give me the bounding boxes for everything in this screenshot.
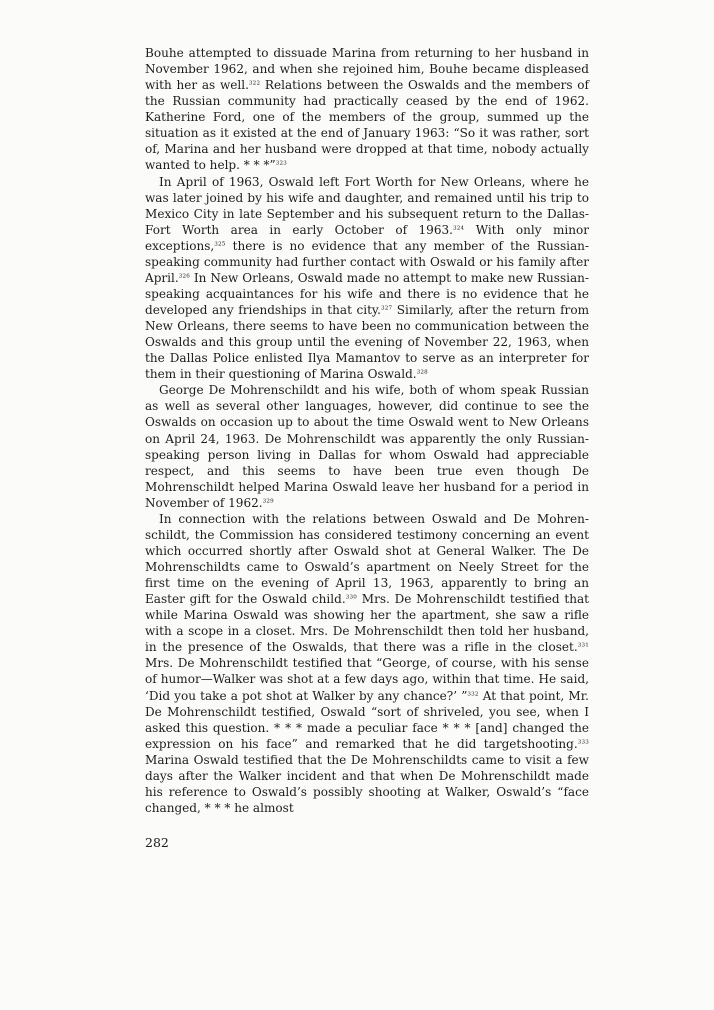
footnote-marker: 333 [577,739,589,746]
text-run: George De Mohrenschildt and his wife, both of whom speak Russian as well as several other languages, however, did continue to see the Oswalds on occasion up to about the time Oswald went to New Orleans on April 24, 1963. De Mohrenschildt was apparently the only Russian-speaking person living in Dallas for whom Oswald had appreciable respect, and this seems to have been true even though De Mohrenschildt helped Marina Oswald leave her husband for a period in November of 1962. [145,383,589,510]
footnote-marker: 331 [577,642,589,649]
footnote-marker: 328 [416,369,428,376]
text-run: there is no evidence that any member of the Russian-speaking community had further contact with Oswald or his family after April. [145,238,589,285]
footnote-marker: 325 [214,241,226,248]
text-run: Similarly, after the return from New Orleans, there seems to have been no communication between the Oswalds and this group until the evening of November 22, 1963, when the Dallas Police enlisted Ilya Mamantov to serve as an interpreter for them in their questioning of Marina Oswald. [145,303,589,382]
text-run: Relations between the Oswalds and the members of the Russian community had practically ceased by the end of 1962. Katherine Ford, one of the members of the group, summed up the situation as it existed at the end of January 1963: “So it was rather, sort of, Marina and her husband were dropped at that time, nobody actually wanted to help. * * *” [145,78,589,173]
footnote-marker: 322 [248,80,261,87]
text-run: Mrs. De Mohrenschildt testified that “George, of course, with his sense of humor—Walker was shot at a few days ago, within that time. He said, ‘Did you take a pot shot at Walker by any chance?’ ” [145,656,589,703]
text-run: Marina Oswald testified that the De Mohrenschildts came to visit a few days after the Walker incident and that when De Mohrenschildt made his reference to Oswald’s possibly shooting at Walker, Oswald’s “face changed, * * * he almost [145,752,589,815]
paragraph [145,45,589,174]
text-run: In April of 1963, Oswald left Fort Worth for New Orleans, where he was later joined by his wife and daughter, and remained until his trip to Mexico City in late September and his subsequent return to the Dallas-Fort Worth area in early October of 1963. [145,174,589,237]
footnote-marker: 330 [345,594,357,601]
body-text [145,45,589,816]
text-run: Mrs. De Mohrenschildt testified that while Marina Oswald was showing her the apartment, she saw a rifle with a scope in a closet. Mrs. De Mohrenschildt then told her husband, in the presence of the Oswalds, that there was a rifle in the closet. [145,592,590,655]
footnote-marker: 327 [380,305,393,312]
text-run: At that point, Mr. De Mohrenschildt testified, Oswald “sort of shriveled, you see, when I asked this question. * * * made a peculiar face * * * [and] changed the expression on his face” and remarked that he did targetshooting. [145,688,589,751]
footnote-marker: 323 [275,160,287,167]
footnote-marker: 324 [453,225,465,232]
paragraph [145,382,589,511]
text-run: In connection with the relations between Oswald and De Mohrenschildt, the Commission has considered testimony concerning an event which occurred shortly after Oswald shot at General Walker. The De Mohrenschildts came to Oswald’s apartment on Neely Street for the first time on the evening of April 13, 1963, apparently to bring an Easter gift for the Oswald child. [145,511,589,607]
footnote-marker: 332 [467,691,479,697]
footnote-marker: 329 [262,498,274,505]
paragraph [145,511,589,816]
page-number: 282 [145,835,169,850]
text-run: With only minor exceptions, [145,222,589,253]
text-run: In New Orleans, Oswald made no attempt to make new Russian-speaking acquaintances for his wife and there is no evidence that he developed any friendships in that city. [145,270,589,317]
footnote-marker: 326 [178,273,190,280]
paragraph [145,174,589,383]
text-run: Bouhe attempted to dissuade Marina from returning to her husband in November 1962, and when she rejoined him, Bouhe became displeased with her as well. [145,46,589,93]
